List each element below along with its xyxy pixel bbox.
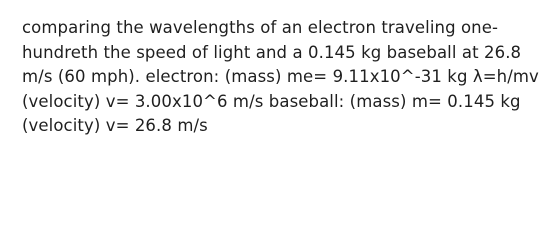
question-text: comparing the wavelengths of an electron traveling one-hundreth the speed of light and a 0.145 kg baseball at 26.8 m/s (60 mph). electron: (mass) me= 9.11x10^-31 kg λ=h/mv (velocity) v= 3.00x10^6 m/s baseball: (mass) m= 0.145 kg (velocity) v= 26.8 m/s bbox=[22, 18, 539, 135]
